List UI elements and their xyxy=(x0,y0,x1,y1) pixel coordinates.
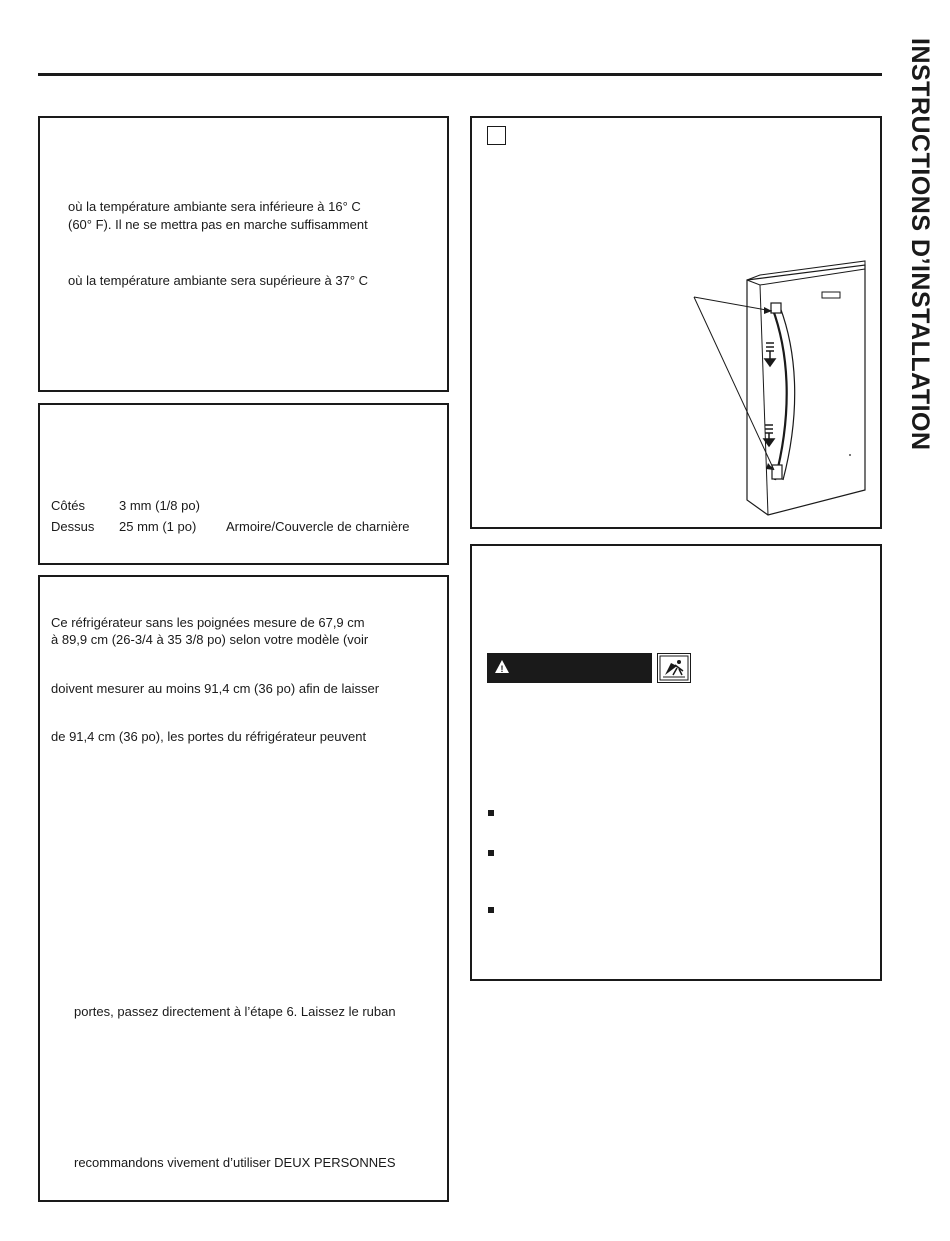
doorway-line-6: recommandons vivement d’utiliser DEUX PERSONNES xyxy=(74,1155,396,1170)
bullet-marker xyxy=(488,907,494,913)
bullet-marker xyxy=(488,810,494,816)
doorway-line-5: portes, passez directement à l’étape 6. Laissez le ruban xyxy=(74,1004,396,1019)
doorway-line-4: de 91,4 cm (36 po), les portes du réfrigérateur peuvent xyxy=(51,729,367,744)
temperature-box xyxy=(38,116,449,392)
warning-box xyxy=(470,544,882,981)
doorway-box xyxy=(38,575,449,1202)
clearance-box xyxy=(38,403,449,565)
temperature-line-1: où la température ambiante sera inférieure à 16° C xyxy=(68,199,361,214)
doorway-line-1: Ce réfrigérateur sans les poignées mesure de 67,9 cm xyxy=(51,615,365,630)
temperature-line-2: (60° F). Il ne se mettra pas en marche suffisamment xyxy=(68,217,368,232)
step-checkbox xyxy=(487,126,506,145)
clearance-label-top: Dessus xyxy=(51,519,95,534)
doorway-line-2: à 89,9 cm (26-3/4 à 35 3/8 po) selon votre modèle (voir xyxy=(51,632,369,647)
warning-triangle-icon xyxy=(495,660,509,676)
clearance-note-top: Armoire/Couvercle de charnière xyxy=(226,519,410,534)
refrigerator-illustration xyxy=(680,255,880,525)
temperature-line-3: où la température ambiante sera supérieure à 37° C xyxy=(68,273,369,288)
doorway-line-3: doivent mesurer au moins 91,4 cm (36 po) afin de laisser xyxy=(51,681,380,696)
clearance-value-sides: 3 mm (1/8 po) xyxy=(119,498,200,513)
tip-over-hazard-icon xyxy=(657,653,691,683)
header-rule xyxy=(38,73,882,76)
clearance-label-sides: Côtés xyxy=(51,498,85,513)
clearance-value-top: 25 mm (1 po) xyxy=(119,519,197,534)
bullet-marker xyxy=(488,850,494,856)
warning-symbol: ! xyxy=(500,664,504,673)
section-title: INSTRUCTIONS D’INSTALLATION xyxy=(906,38,934,451)
warning-banner xyxy=(487,653,652,683)
